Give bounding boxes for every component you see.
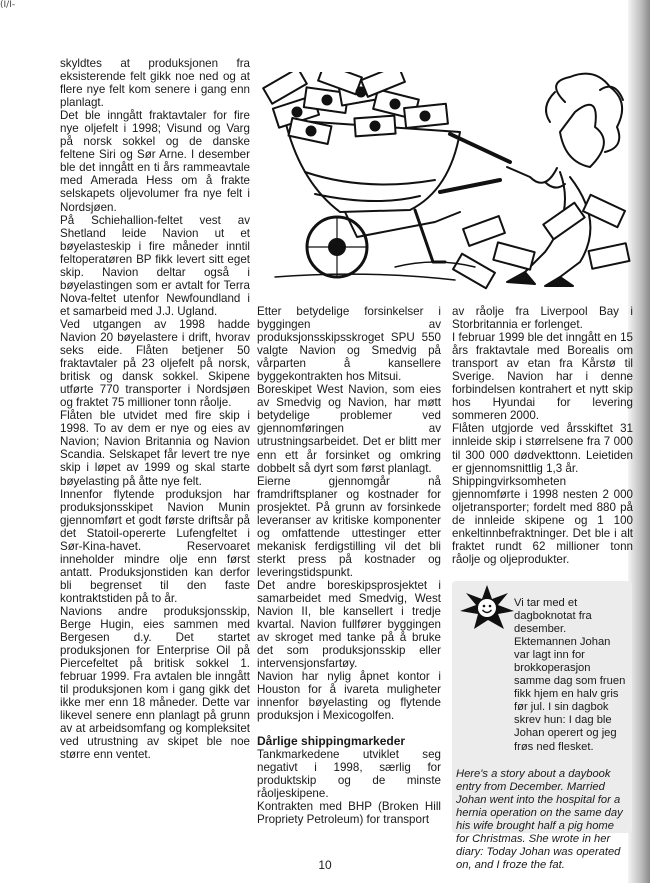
paragraph: skyldtes at produksjonen fra eksisterende felt gikk noe ned og at flere nye felt kom senere i gang enn planlagt. (60, 57, 250, 110)
paragraph: Det andre boreskipsprosjektet i samarbeidet med Smedvig, West Navion II, ble kansellert i tredje kvartal. Navion fullfører byggingen av skroget med tanke på å bruke det som produksjonsskip eller intervensjonsfartøy. (257, 578, 441, 671)
paragraph: Navion har nylig åpnet kontor i Houston for å ivareta muligheter innenfor bøyelasting og flytende produksjon i Mexicogolfen. (257, 670, 441, 723)
diary-sidebar (452, 581, 632, 871)
paragraph: I februar 1999 ble det inngått en 15 års fraktavtale med Borealis om transport av etan fra Kårstø til Sverige. Navion har i denne forbindelsen kontrahert et nytt skip hos Hyundai for levering sommeren 2000. (452, 331, 633, 423)
wheelbarrow-money-illustration (245, 72, 635, 300)
paragraph: Ved utgangen av 1998 hadde Navion 20 bøyelastere i drift, hvorav seks eide. Flåten betjener 50 fraktavtaler på 23 oljefelt på norsk, britisk og dansk sokkel. Skipene utførte 770 transporter i Nordsjøen og fraktet 75 millioner tonn råolje. (60, 317, 250, 410)
page-number: 10 (318, 858, 332, 872)
paragraph: Det ble inngått fraktavtaler for fire nye oljefelt i 1998; Visund og Varg på norsk sokkel og de danske feltene Siri og Sør Arne. I desember ble det inngått en ti års rammeavtale med Amerada Hess om å frakte selskapets oljevolumer fra nye felt i Nordsjøen. (60, 109, 250, 214)
paragraph: av råolje fra Liverpool Bay i Storbritannia er forlenget. (452, 305, 633, 332)
paragraph: Shippingvirksomheten gjennomførte i 1998 nesten 2 000 oljetransporter; fordelt med 880 på de innleide skipene og 1 100 enkeltinnbefraktninger. Det ble i alt fraktet rundt 62 millioner tonn råolje og oljeprodukter. (452, 474, 633, 566)
paragraph: Boreskipet West Navion, som eies av Smedvig og Navion, har møtt betydelige problemer ved gjennomføringen av utrustningsarbeidet. Det er blitt mer enn ett år forsinket og omkring dobbelt så dyrt som først planlagt. (257, 383, 441, 475)
text-column-3 (452, 305, 633, 566)
paragraph: Kontrakten med BHP (Broken Hill Propriety Petroleum) for transport (257, 799, 441, 826)
paragraph: På Schiehallion-feltet vest av Shetland leide Navion ut et bøyelasteskip i fire måneder inntil feltoperatøren BP fikk levert sitt eget skip. Navion deltar også i bøyelastingen som er avtalt for Terra Nova-feltet utenfor Newfoundland i et samarbeid med J.J. Ugland. (60, 213, 250, 318)
paragraph: Tankmarkedene utviklet seg negativt i 1998, særlig for produktskip og de minste råoljeskipene. (257, 747, 441, 800)
paragraph: Flåten ble utvidet med fire skip i 1998. To av dem er nye og eies av Navion; Navion Britannia og Navion Scandia. Selskapet får levert tre nye skip i løpet av 1999 og skal starte bøyelasting på åtte nye felt. (60, 409, 250, 488)
section-heading: Dårlige shippingmarkeder (257, 733, 406, 748)
sidebar-english-text: Here's a story about a daybook entry from December. Married Johan went into the hospital for a hernia operation on the same day his wife brought half a pig home for Christmas. She wrote in her diary: Today Johan was operated on, and I froze the fat. (456, 767, 623, 871)
sidebar-norwegian-text: Vi tar med et dagboknotat fra desember. Ektemannen Johan var lagt inn for brokkoperasjon samme dag som fruen fikk hjem en halv gris før jul. I sin dagbok skrev hun: I dag ble Johan operert og jeg frøs ned flesket. (514, 597, 626, 753)
paragraph: Navions andre produksjonsskip, Berge Hugin, eies sammen med Bergesen d.y. Det startet produksjonen for Enterprise Oil på Piercefeltet på britisk sokkel 1. februar 1999. Fra avtalen ble inngått til produksjonen kom i gang gikk det ikke mer enn 18 måneder. Dette var likevel senere enn planlagt på grunn av at arbeidsomfang og kompleksitet ved utrustning av skipet ble noe større enn ventet. (60, 604, 250, 762)
paragraph: Flåten utgjorde ved årsskiftet 31 innleide skip i størrelsene fra 7 000 til 300 000 dødvekttonn. Leietiden er gjennomsnittlig 1,3 år. (452, 422, 633, 475)
corner-mark: (I/I- (0, 0, 16, 10)
paragraph: Innenfor flytende produksjon har produksjonsskipet Navion Munin gjennomført et godt første driftsår på det Statoil-opererte Lufengfeltet i Sør-Kina-havet. Reservoaret inneholder mindre olje enn først antatt. Produksjonstiden kan derfor bli begrenset til den faste kontraktstiden på to år. (60, 487, 250, 605)
paragraph: Etter betydelige forsinkelser i byggingen av produksjonsskipsskroget SPU 550 valgte Navion og Smedvig på vårparten å kansellere byggekontrakten hos Mitsui. (257, 305, 441, 384)
paragraph: Eierne gjennomgår nå framdriftsplaner og kostnader for prosjektet. På grunn av forsinkede leveranser av kritiske komponenter og omfattende uttestinger etter mekanisk ferdigstilling vil det bli sterkt press på kostnader og leveringstidspunkt. (257, 474, 441, 579)
text-column-1 (60, 57, 250, 762)
text-column-2 (257, 305, 441, 826)
